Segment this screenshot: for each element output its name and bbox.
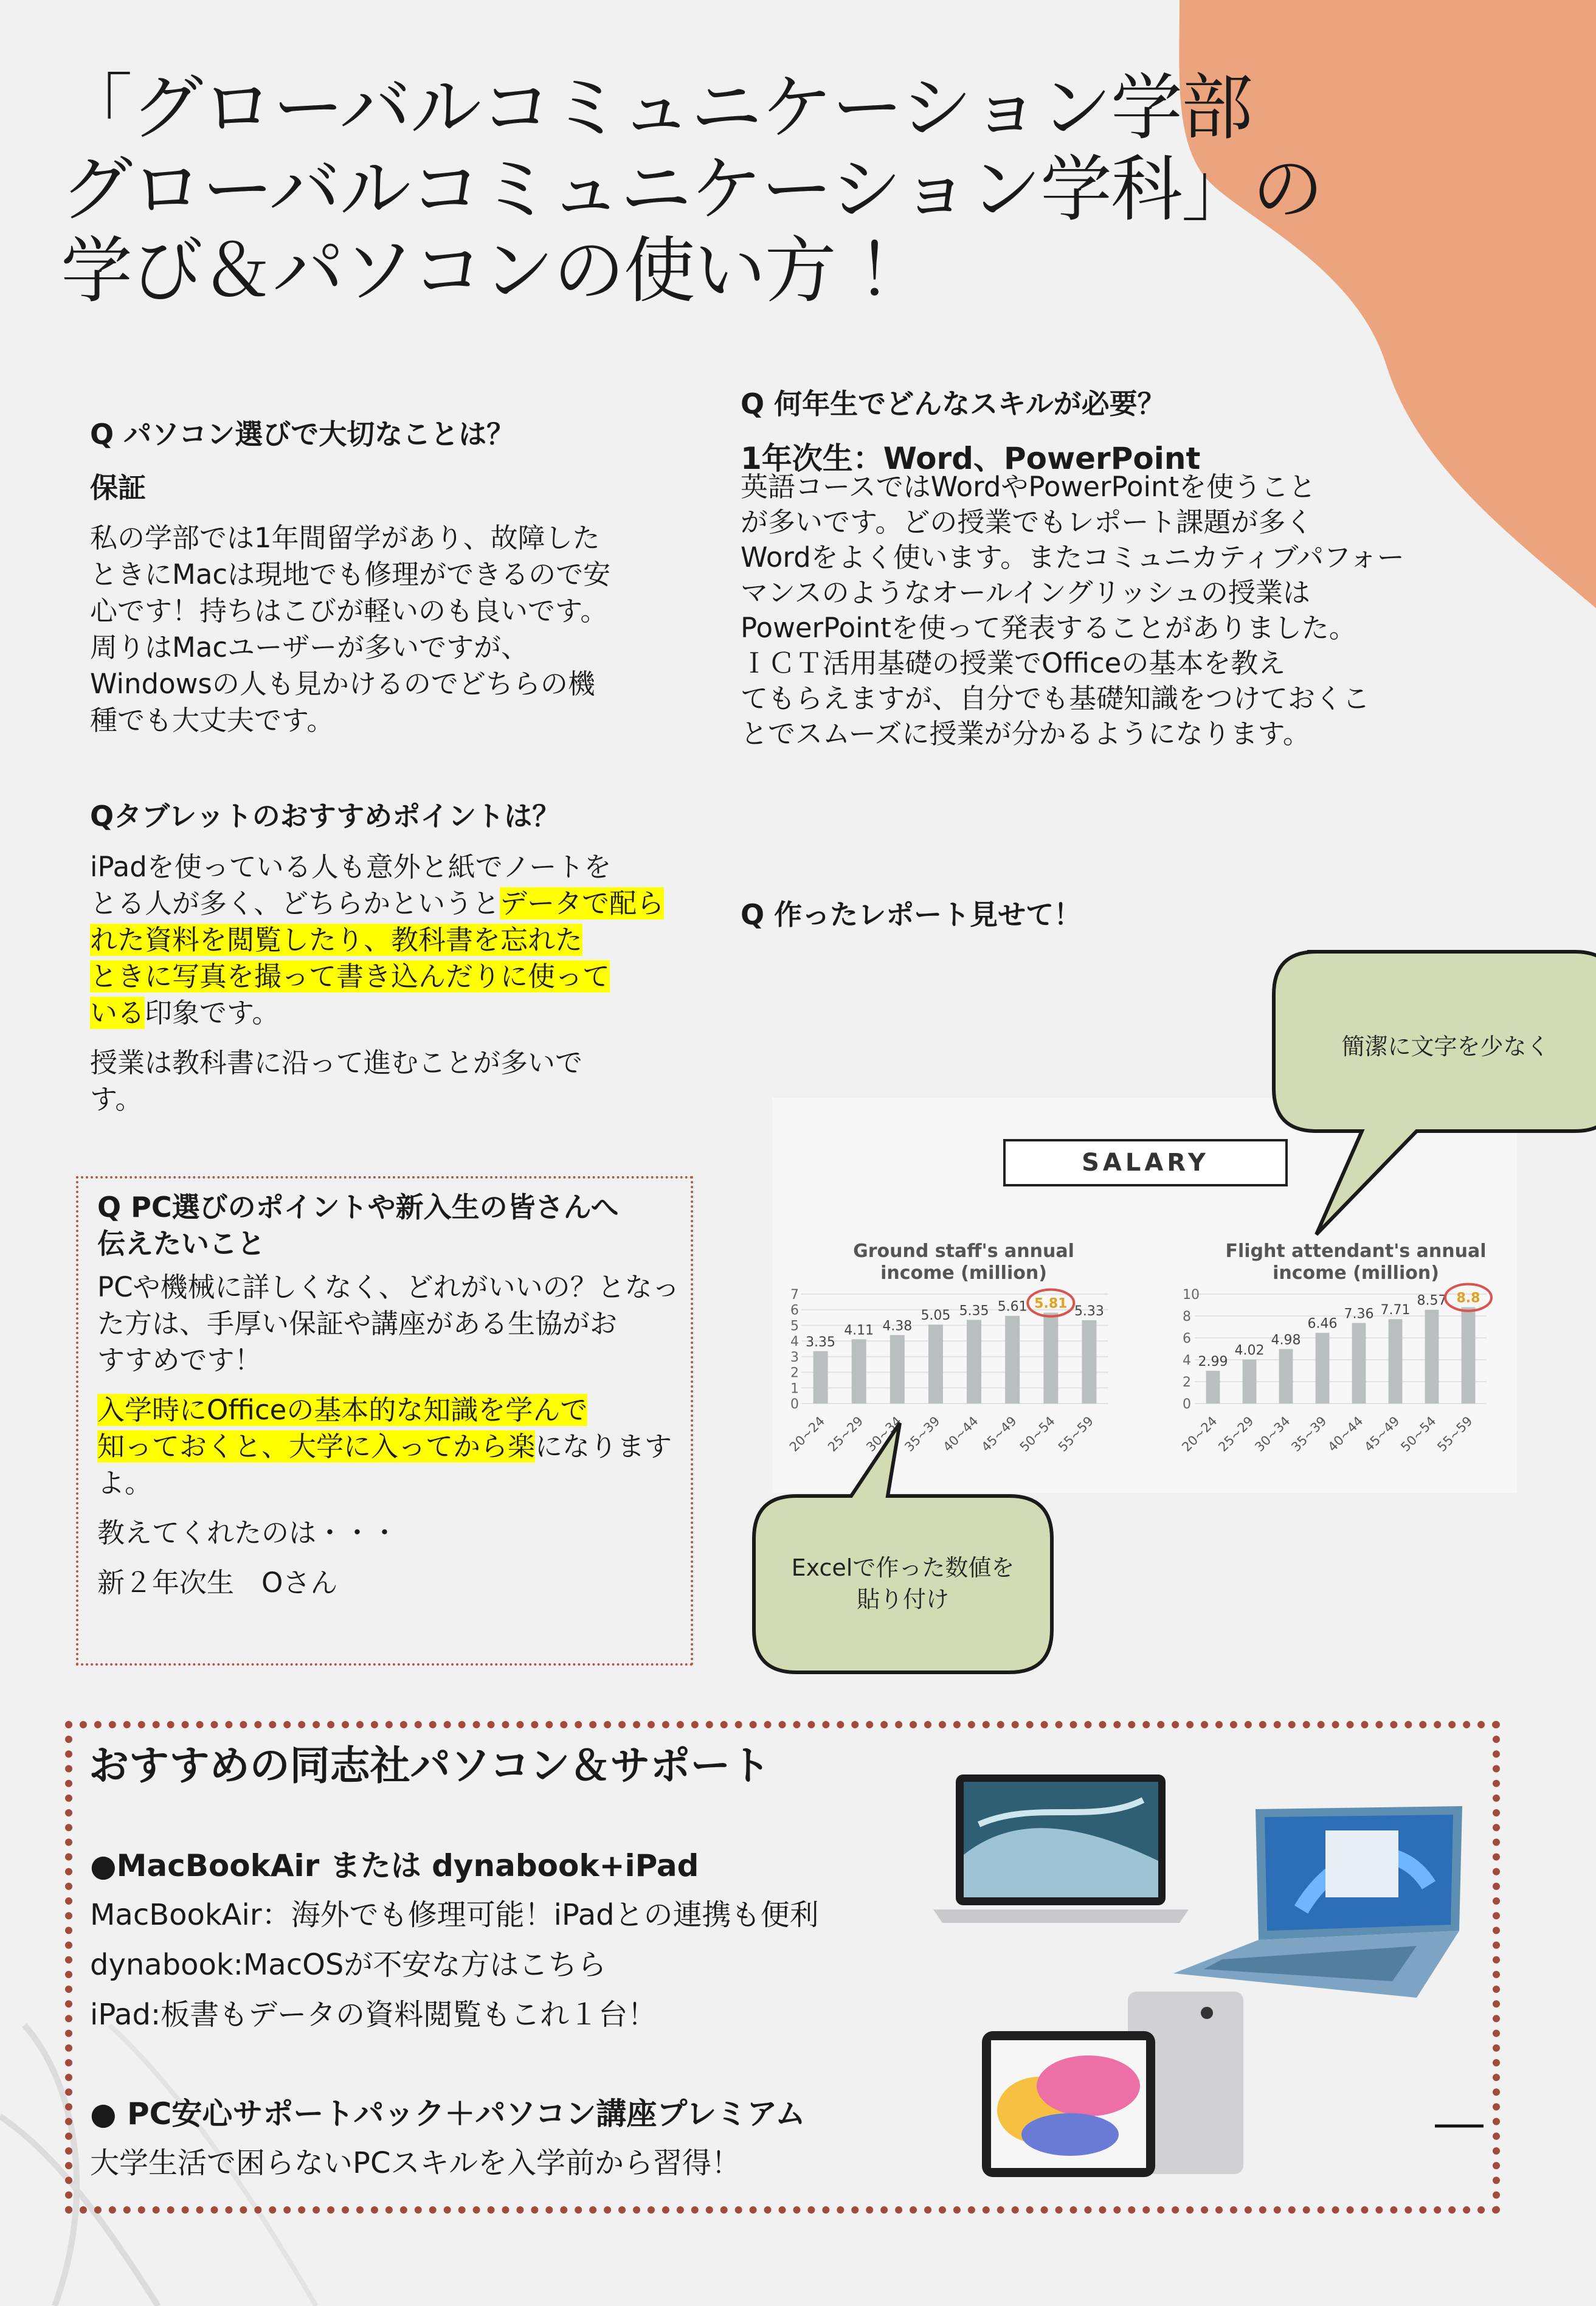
callout-bottom-text: Excelで作った数値を 貼り付け (791, 1554, 1015, 1613)
x-tick-label: 20~24 (786, 1413, 828, 1455)
y-tick-label: 2 (1183, 1375, 1191, 1390)
recommendation-item-1: ●MacBookAir または dynabook+iPad (90, 1848, 699, 1883)
answer-head-warranty: 保証 (90, 471, 146, 504)
skills-body: 英語コースではWordやPowerPointを使うこと が多いです。どの授業でもレポート課題が多く Wordをよく使います。またコミュニカティブパフォー マンスのようなオールイングリッシュの授業は PowerPointを使って発表することがありました。 ＩＣＴ活用基礎の授業でOfficeの基本を教え てもらえますが、自分でも基礎知識をつけておくこ とでスムーズに授業が分かるようになります。 (741, 471, 1404, 750)
x-tick-label: 50~54 (1398, 1413, 1439, 1455)
x-tick-label: 45~49 (1361, 1413, 1403, 1455)
x-tick-label: 30~34 (863, 1413, 905, 1455)
chart-banner: SALARY (1003, 1139, 1288, 1186)
y-tick-label: 1 (790, 1381, 799, 1397)
y-tick-label: 8 (1183, 1309, 1191, 1324)
data-label: 7.36 (1344, 1306, 1374, 1322)
x-tick-label: 25~29 (1215, 1413, 1257, 1455)
data-label: 4.02 (1234, 1343, 1265, 1359)
y-tick-label: 6 (1183, 1331, 1191, 1346)
question-skills: Q 何年生でどんなスキルが必要？ (741, 387, 1166, 420)
recommendation-heading: おすすめの同志社パソコン＆サポート (89, 1742, 771, 1789)
recommendation-item-2: ● PC安心サポートパック＋パソコン講座プレミアム (90, 2096, 806, 2131)
y-tick-label: 10 (1183, 1287, 1200, 1303)
answer-pc-choice: 私の学部では1年間留学があり、故障した ときにMacは現地でも修理ができるので安 心です！持ちはこびが軽いのも良いです。 周りはMacユーザーが多いですが、 Windowsの人も見かけるのでどちらの機 種でも大丈夫です。 (90, 522, 611, 736)
title-line-2: グローバルコミュニケーション学科」の (61, 147, 1323, 231)
taught-by: 教えてくれたのは・・・ (97, 1517, 399, 1549)
callout-top-text: 簡潔に文字を少なく (1341, 1033, 1550, 1060)
x-tick-label: 25~29 (825, 1413, 866, 1455)
data-label: 5.61 (997, 1299, 1028, 1315)
title-line-1: 「グローバルコミュニケーション学部 (61, 66, 1252, 150)
x-tick-label: 55~59 (1434, 1413, 1476, 1455)
x-tick-label: 40~44 (1325, 1413, 1366, 1455)
question-pc-choice: Q パソコン選びで大切なことは？ (90, 418, 515, 451)
data-label: 5.81 (1034, 1296, 1068, 1312)
data-label: 7.71 (1380, 1303, 1411, 1318)
x-tick-label: 35~39 (1288, 1413, 1330, 1455)
x-tick-label: 35~39 (902, 1413, 943, 1455)
data-label: 4.11 (844, 1323, 874, 1338)
y-tick-label: 0 (1183, 1397, 1191, 1412)
data-label: 2.99 (1198, 1354, 1228, 1370)
answer-tablet: iPadを使っている人も意外と紙でノートを とる人が多く、どちらかというとデータで配ら れた資料を閲覧したり、教科書を忘れた ときに写真を撮って書き込んだりに使って いる印象です。 授業は教科書に沿って進むことが多いで す。 (90, 851, 665, 1115)
y-tick-label: 4 (790, 1334, 799, 1350)
data-label: 3.35 (806, 1334, 836, 1350)
recommendation-item-2-detail: 大学生活で困らないPCスキルを入学前から習得！ (90, 2146, 741, 2180)
title-line-3: 学び＆パソコンの使い方 ！ (61, 229, 928, 313)
dynabook-image (1173, 1806, 1462, 1998)
question-tablet: Qタブレットのおすすめポイントは？ (90, 800, 561, 833)
y-tick-label: 0 (790, 1397, 799, 1412)
y-tick-label: 3 (790, 1349, 799, 1365)
student-name: 新２年次生 Oさん (97, 1567, 338, 1599)
x-tick-label: 55~59 (1055, 1413, 1096, 1455)
data-label: 6.46 (1307, 1316, 1338, 1332)
ipad-image (982, 1992, 1243, 2177)
x-tick-label: 20~24 (1179, 1413, 1220, 1455)
skills-head: 1年次生：Word、PowerPoint (741, 441, 1201, 476)
data-label: 5.05 (921, 1308, 951, 1324)
y-tick-label: 7 (790, 1287, 799, 1303)
macbook-air-image (933, 1775, 1189, 1923)
question-report: Q 作ったレポート見せて！ (741, 898, 1082, 931)
chart-title-flight: Flight attendant's annual income (million) (1225, 1241, 1487, 1284)
x-tick-label: 50~54 (1017, 1413, 1058, 1455)
x-tick-label: 30~34 (1252, 1413, 1293, 1455)
recommendation-item-1-details: MacBookAir：海外でも修理可能！iPadとの連携も便利 dynabook:MacOSが不安な方はこちら iPad:板書もデータの資料閲覧もこれ１台！ (90, 1898, 819, 2032)
data-label: 4.38 (882, 1318, 913, 1334)
data-label: 5.33 (1074, 1303, 1104, 1319)
chart-title-ground: Ground staff's annual income (million) (853, 1241, 1074, 1284)
y-tick-label: 4 (1183, 1353, 1191, 1368)
y-tick-label: 2 (790, 1365, 799, 1381)
x-tick-label: 40~44 (940, 1413, 981, 1455)
data-label: 5.35 (959, 1303, 989, 1319)
y-tick-label: 5 (790, 1318, 799, 1334)
advice-heading: Q PC選びのポイントや新入生の皆さんへ 伝えたいこと (97, 1191, 619, 1260)
x-tick-label: 45~49 (978, 1413, 1020, 1455)
data-label: 8.8 (1456, 1290, 1480, 1306)
data-label: 8.57 (1417, 1293, 1447, 1309)
y-tick-label: 6 (790, 1303, 799, 1318)
advice-body: PCや機械に詳しくなく、どれがいいの？となっ た方は、手厚い保証や講座がある生協がお すすめです！ 入学時にOfficeの基本的な知識を学んで 知っておくと、大学に入ってから楽になります よ。 教えてくれたのは・・・ 新２年次生 Oさん (97, 1269, 681, 1601)
data-label: 4.98 (1271, 1332, 1301, 1348)
